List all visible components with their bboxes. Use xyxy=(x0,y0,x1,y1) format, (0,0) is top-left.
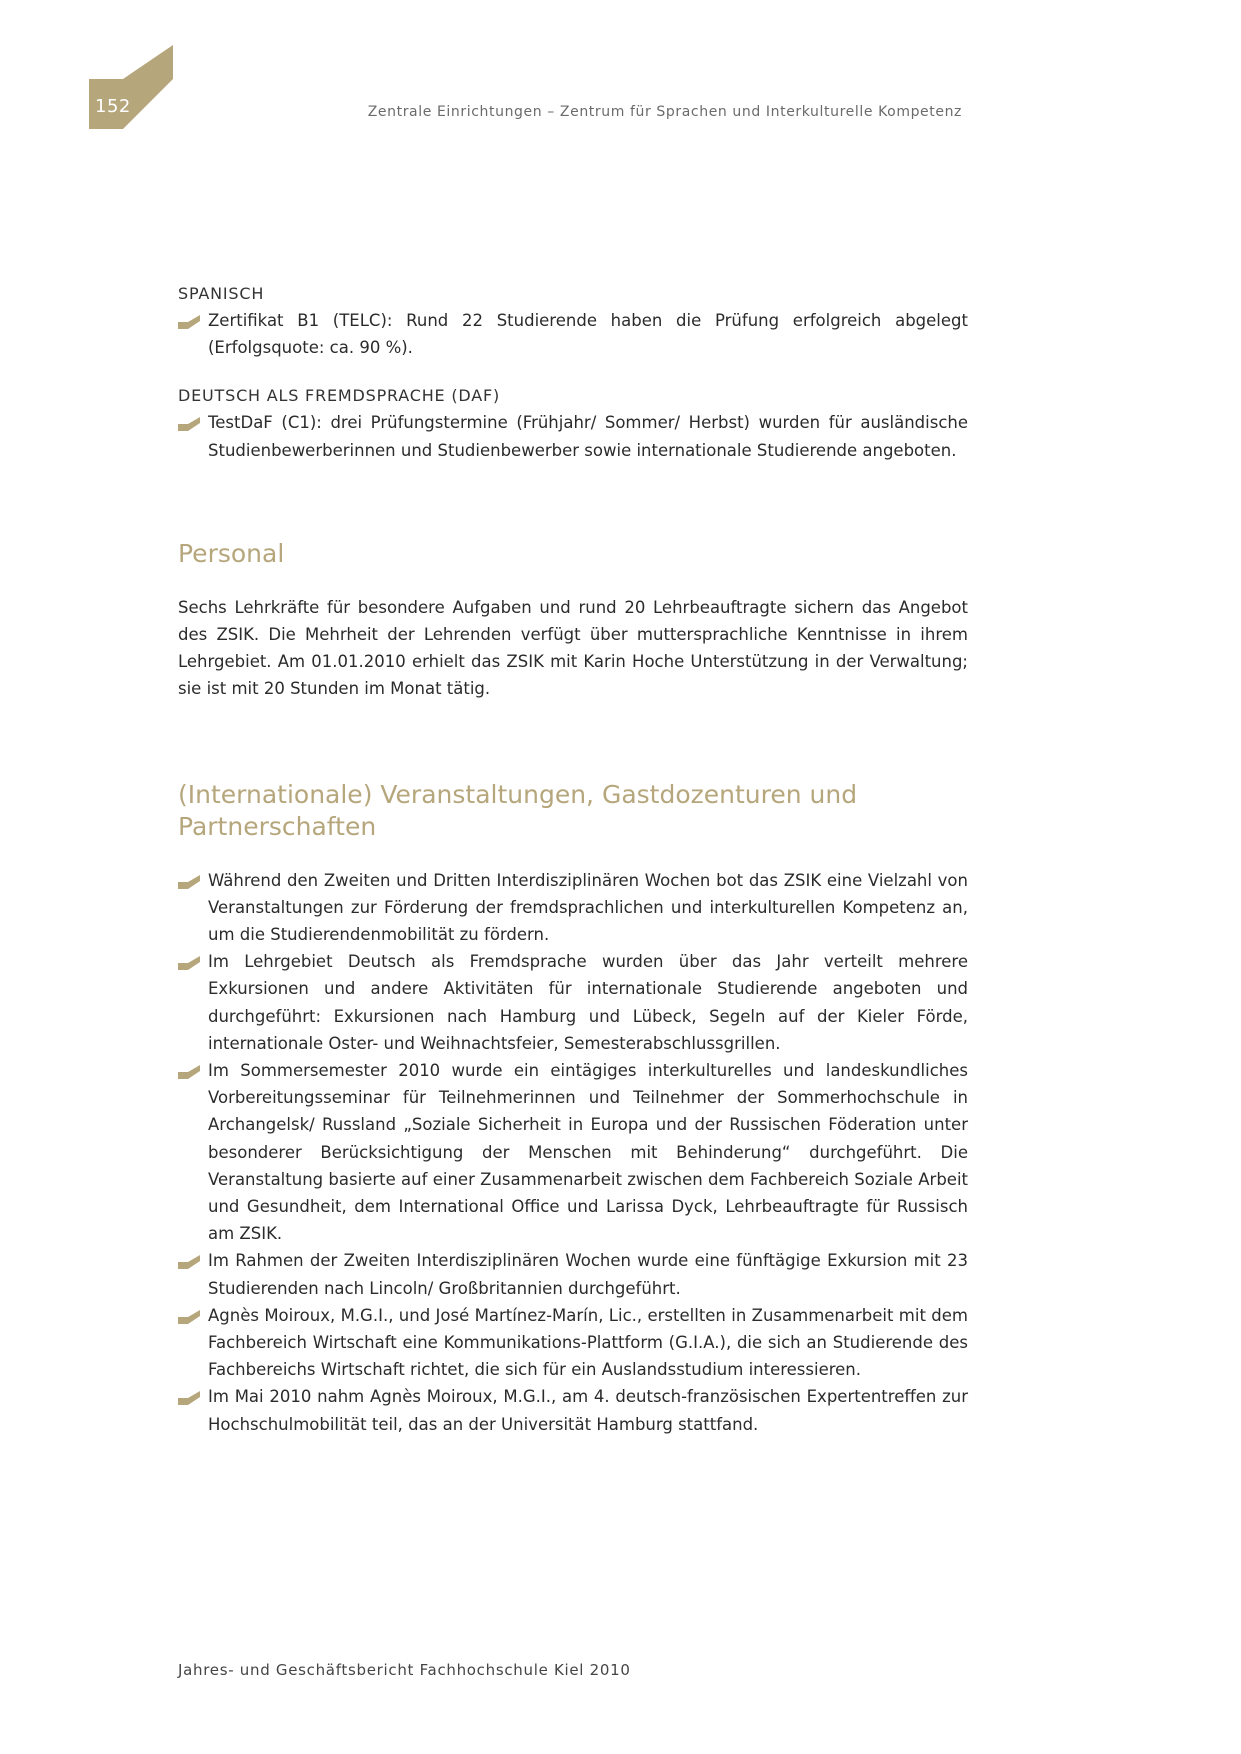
arrow-bullet-icon xyxy=(178,315,200,329)
list-item-text: Im Rahmen der Zweiten Interdisziplinären Wochen wurde eine fünftägige Exkursion mit 23 Studierenden nach Lincoln/ Großbritannien durchgeführt. xyxy=(208,1251,968,1298)
section-heading: (Internationale) Veranstaltungen, Gastdozenturen und Partnerschaften xyxy=(178,779,858,841)
list-item xyxy=(178,1383,968,1437)
section-veranstaltungen xyxy=(178,779,968,1438)
section-label: DEUTSCH ALS FREMDSPRACHE (DAF) xyxy=(178,386,501,406)
list-item-text: Agnès Moiroux, M.G.I., und José Martínez-Marín, Lic., erstellten in Zusammenarbeit mit dem Fachbereich Wirtschaft eine Kommunikations-Plattform (G.I.A.), die sich an Studierende des Fachbereichs Wirtschaft richtet, die sich für ein Auslandsstudium interessieren. xyxy=(208,1305,968,1380)
arrow-bullet-icon xyxy=(178,1391,200,1405)
bullet-list xyxy=(178,307,968,361)
arrow-bullet-icon xyxy=(178,875,200,889)
list-item-text: TestDaF (C1): drei Prüfungstermine (Frühjahr/ Sommer/ Herbst) wurden für ausländische Studienbewerberinnen und Studienbewerber sowie internationale Studierende angeboten. xyxy=(208,413,968,460)
section-label: SPANISCH xyxy=(178,284,265,303)
list-item xyxy=(178,1247,968,1301)
list-item xyxy=(178,409,968,463)
list-item xyxy=(178,948,968,1057)
list-item-text: Im Lehrgebiet Deutsch als Fremdsprache wurden über das Jahr verteilt mehrere Exkursionen und andere Aktivitäten für internationale Studierende angeboten und durchgeführt: Exkursionen nach Hamburg und Lübeck, Segeln auf der Kieler Förde, internationale Oster- und Weihnachtsfeier, Semesterabschlussgrillen. xyxy=(208,952,968,1053)
bullet-list xyxy=(178,867,968,1438)
arrow-bullet-icon xyxy=(178,956,200,970)
list-item xyxy=(178,867,968,949)
list-item xyxy=(178,307,968,361)
list-item xyxy=(178,1057,968,1247)
page-number: 152 xyxy=(95,96,131,117)
section-heading: Personal xyxy=(178,538,285,568)
list-item-text: Im Mai 2010 nahm Agnès Moiroux, M.G.I., am 4. deutsch-französischen Expertentreffen zur Hochschulmobilität teil, das an der Universität Hamburg stattfand. xyxy=(208,1387,968,1434)
running-header: Zentrale Einrichtungen – Zentrum für Sprachen und Interkulturelle Kompetenz xyxy=(367,104,962,120)
main-content xyxy=(178,280,968,1438)
section-spanisch xyxy=(178,280,968,361)
list-item xyxy=(178,1302,968,1384)
list-item-text: Während den Zweiten und Dritten Interdisziplinären Wochen bot das ZSIK eine Vielzahl von Veranstaltungen zur Förderung der fremdsprachlichen und interkulturellen Kompetenz an, um die Studierendenmobilität zu fördern. xyxy=(208,870,968,945)
arrow-bullet-icon xyxy=(178,1065,200,1079)
arrow-bullet-icon xyxy=(178,417,200,431)
list-item-text: Im Sommersemester 2010 wurde ein eintägiges interkulturelles und landeskundliches Vorbereitungsseminar für Teilnehmerinnen und Teilnehmer der Sommerhochschule in Archangelsk/ Russland „Soziale Sicherheit in Europa und der Russischen Föderation unter besonderer Berücksichtigung der Menschen mit Behinderung“ durchgeführt. Die Veranstaltung basierte auf einer Zusammenarbeit zwischen dem Fachbereich Soziale Arbeit und Gesundheit, dem International Office und Larissa Dyck, Lehrbeauftragte für Russisch am ZSIK. xyxy=(208,1061,968,1244)
list-item-text: Zertifikat B1 (TELC): Rund 22 Studierende haben die Prüfung erfolgreich abgelegt (Erfolgsquote: ca. 90 %). xyxy=(208,311,968,358)
page-footer: Jahres- und Geschäftsbericht Fachhochschule Kiel 2010 xyxy=(178,1661,631,1679)
arrow-bullet-icon xyxy=(178,1255,200,1269)
arrow-bullet-icon xyxy=(178,1310,200,1324)
section-personal xyxy=(178,538,968,703)
body-paragraph: Sechs Lehrkräfte für besondere Aufgaben und rund 20 Lehrbeauftragte sichern das Angebot des ZSIK. Die Mehrheit der Lehrenden verfügt über muttersprachliche Kenntnisse in ihrem Lehrgebiet. Am 01.01.2010 erhielt das ZSIK mit Karin Hoche Unterstützung in der Verwaltung; sie ist mit 20 Stunden im Monat tätig. xyxy=(178,597,968,699)
bullet-list xyxy=(178,409,968,463)
section-daf xyxy=(178,382,968,463)
